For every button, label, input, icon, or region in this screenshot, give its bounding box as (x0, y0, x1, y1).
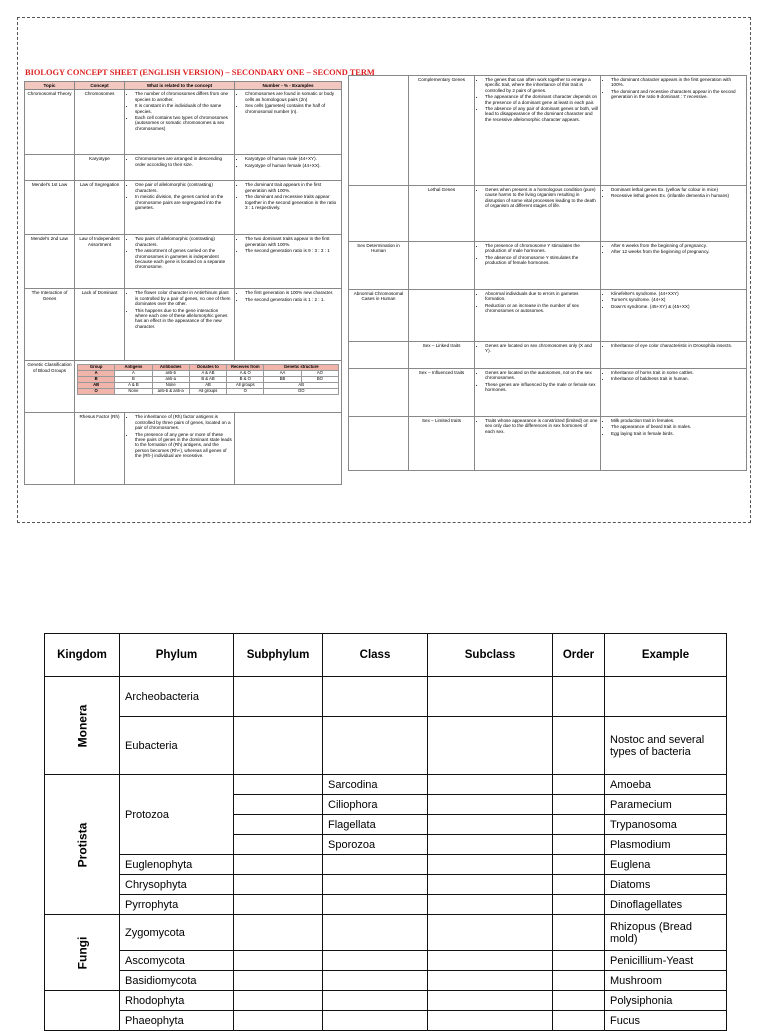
class-cell (323, 855, 428, 875)
table-row (25, 181, 342, 235)
table-row (45, 677, 727, 717)
class-cell: Sarcodina (323, 775, 428, 795)
list-item: • Each cell contains two types of chromosomes (autosomes or somatic chromosomes & sex chromosomes) (135, 115, 232, 131)
list-item: • The appearance of the dominant character depends on the presence of a dominant gene at least in each pair. (485, 94, 598, 105)
list-item: • Egg laying trait in female birds. (611, 431, 744, 436)
blood-header: Receives from (227, 365, 264, 371)
list-item: • This happens due to the gene interaction where each one of these allelomorphic genes has an effect in the appearance of the new character. (135, 308, 232, 330)
table-row (349, 342, 747, 369)
table-row (45, 895, 727, 915)
topic-cell: Sex Determination in Human (349, 242, 409, 290)
header-class: Class (323, 634, 428, 677)
phylum-cell: Rhodophyta (120, 991, 234, 1011)
blood-groups-table (77, 364, 339, 395)
subclass-cell (428, 951, 553, 971)
examples-cell (235, 289, 342, 361)
topic-cell (349, 369, 409, 417)
blood-cell: anti-b & anti-a (152, 389, 189, 395)
order-cell (553, 775, 605, 795)
topic-cell: Genetic Classification of Blood Groups (25, 361, 75, 413)
table-row (45, 875, 727, 895)
topic-cell: Mendel's 2nd Law (25, 235, 75, 289)
list-item: • Klinefelter's syndrome. (44+XXY) (611, 291, 744, 296)
table-row (25, 413, 342, 485)
blood-cell: B (78, 377, 115, 383)
table-row (349, 242, 747, 290)
table-row (349, 290, 747, 342)
header-phylum: Phylum (120, 634, 234, 677)
related-cell (125, 289, 235, 361)
table-row (45, 717, 727, 775)
header-order: Order (553, 634, 605, 677)
list-item: • The absence of any pair of dominant genes or both, will lead to disappearance of the dominant character and the recessive allelomorphic character appears. (485, 106, 598, 122)
related-cell (125, 181, 235, 235)
example-cell: Diatoms (605, 875, 727, 895)
related-cell (475, 290, 601, 342)
example-cell: Dinoflagellates (605, 895, 727, 915)
subphylum-cell (234, 915, 323, 951)
topic-cell (25, 155, 75, 181)
list-item: • The genes that can often work together to emerge a specific trait, where the inheritance of this trait is controlled by 2 pairs of genes. (485, 77, 598, 93)
blood-header: Group (78, 365, 115, 371)
table-row (25, 289, 342, 361)
class-cell (323, 951, 428, 971)
topic-cell: The Interaction of Genes (25, 289, 75, 361)
example-cell: Trypanosoma (605, 815, 727, 835)
phylum-cell: Zygomycota (120, 915, 234, 951)
related-cell (125, 155, 235, 181)
concept-cell: Karyotype (75, 155, 125, 181)
table-row (45, 951, 727, 971)
related-cell (125, 413, 235, 485)
header-example: Example (605, 634, 727, 677)
list-item: • Milk production trait in females. (611, 418, 744, 423)
blood-cell: O (227, 389, 264, 395)
class-cell (323, 677, 428, 717)
list-item: • Inheritance of horns trait in some cattles. (611, 370, 744, 375)
order-cell (553, 835, 605, 855)
concept-table-left (24, 81, 342, 485)
list-item: • The dominant trait appears in the first generation with 100%. (245, 182, 339, 193)
blood-cell: anti-b (152, 371, 189, 377)
list-item: • Genes are located on sex chromosomes only (X and Y). (485, 343, 598, 354)
order-cell (553, 677, 605, 717)
subphylum-cell (234, 855, 323, 875)
examples-cell (601, 76, 747, 186)
topic-cell (349, 76, 409, 186)
blood-cell: A & B (115, 383, 152, 389)
subclass-cell (428, 971, 553, 991)
list-item: • The two dominant traits appear in the first generation with 100%. (245, 236, 339, 247)
header-subclass: Subclass (428, 634, 553, 677)
kingdom-fungi: Fungi (75, 936, 89, 969)
concept-cell: Law of Independent Assortment (75, 235, 125, 289)
subphylum-cell (234, 895, 323, 915)
examples-cell (601, 417, 747, 471)
class-cell (323, 991, 428, 1011)
order-cell (553, 991, 605, 1011)
blood-cell: A & O (227, 371, 264, 377)
subclass-cell (428, 1011, 553, 1031)
table-row (349, 369, 747, 417)
order-cell (553, 971, 605, 991)
blood-cell: B (115, 377, 152, 383)
related-cell (125, 235, 235, 289)
order-cell (553, 717, 605, 775)
list-item: • The second generation ratio is 1 : 2 : 1. (245, 297, 339, 302)
blood-cell: AO (301, 371, 338, 377)
list-item: • The assortment of genes carried on the chromosomes in gametes is independent because each gene is located on a separate chromosome. (135, 248, 232, 270)
list-item: • Inheritance of eye color characteristic in Drosophila insects. (611, 343, 744, 348)
related-cell (475, 369, 601, 417)
table-row (45, 855, 727, 875)
related-cell (475, 186, 601, 242)
kingdom-cell (45, 775, 120, 915)
concept-cell: Sex – Linked traits (409, 342, 475, 369)
examples-cell (235, 90, 342, 155)
subphylum-cell (234, 835, 323, 855)
table-row (25, 235, 342, 289)
order-cell (553, 951, 605, 971)
class-cell: Flagellata (323, 815, 428, 835)
phylum-cell: Pyrrophyta (120, 895, 234, 915)
subclass-cell (428, 717, 553, 775)
topic-cell: Chromosomal Theory (25, 90, 75, 155)
list-item: • Karyotype of human male (44+XY). (245, 156, 339, 161)
concept-cell: Lack of Dominant (75, 289, 125, 361)
list-item: • Reduction or an increase in the number of sex chromosomes or autosomes. (485, 303, 598, 314)
list-item: • The dominant and recessive traits appear together in the second generation in the ratio 3 : 1 respectively. (245, 194, 339, 210)
order-cell (553, 895, 605, 915)
related-cell (475, 417, 601, 471)
class-cell (323, 875, 428, 895)
examples-cell (601, 186, 747, 242)
blood-cell: AB (264, 383, 339, 389)
phylum-cell: Phaeophyta (120, 1011, 234, 1031)
list-item: • It is constant in the individuals of the same species. (135, 103, 232, 114)
blood-cell: AB (78, 383, 115, 389)
list-item: • Chromosomes are found in somatic or body cells as homologous pairs (2n) (245, 91, 339, 102)
list-item: • The inheritance of (Rh) factor antigens is controlled by three pairs of genes, located on a pair of chromosomes. (135, 414, 232, 430)
subclass-cell (428, 835, 553, 855)
list-item: • In meiotic division, the genes carried on the chromosome pairs are segregated into the gametes. (135, 194, 232, 210)
blood-cell: AA (264, 371, 301, 377)
blood-header: Antigens (115, 365, 152, 371)
blood-cell: B & AB (189, 377, 226, 383)
blood-header: Antibodies (152, 365, 189, 371)
kingdom-monera: Monera (75, 704, 89, 747)
example-cell: Penicillium-Yeast (605, 951, 727, 971)
subphylum-cell (234, 1011, 323, 1031)
topic-cell (349, 342, 409, 369)
phylum-cell: Basidiomycota (120, 971, 234, 991)
kingdom-protista: Protista (75, 822, 89, 867)
order-cell (553, 855, 605, 875)
header-kingdom: Kingdom (45, 634, 120, 677)
blood-header: Genetic structure (264, 365, 339, 371)
list-item: • The presence of chromosome Y stimulates the production of male hormones. (485, 243, 598, 254)
class-cell (323, 971, 428, 991)
list-item: • The first generation is 100% new character. (245, 290, 339, 295)
concept-cell: Law of Segregation (75, 181, 125, 235)
concept-cell (409, 290, 475, 342)
table-row (45, 1011, 727, 1031)
concept-cell: Sex – Influenced traits (409, 369, 475, 417)
table-row (45, 991, 727, 1011)
list-item: • The number of chromosomes differs from one species to another. (135, 91, 232, 102)
class-cell: Ciliophora (323, 795, 428, 815)
subclass-cell (428, 855, 553, 875)
topic-cell: Mendel's 1st Law (25, 181, 75, 235)
header-examples: Number - % - Examples (235, 82, 342, 90)
list-item: • Karyotype of human female (44+XX). (245, 163, 339, 168)
list-item: • Genes when present in a homologous condition (pure) cause harms to the living organism resulting in disruption of some vital processes leading to the death of organism at different stages of life. (485, 187, 598, 209)
kingdom-cell (45, 677, 120, 775)
kingdom-cell (45, 915, 120, 991)
subphylum-cell (234, 951, 323, 971)
example-cell: Nostoc and several types of bacteria (605, 717, 727, 775)
subclass-cell (428, 815, 553, 835)
example-cell: Paramecium (605, 795, 727, 815)
subphylum-cell (234, 775, 323, 795)
blood-header: Donates to (189, 365, 226, 371)
blood-groups-cell (75, 361, 342, 413)
phylum-cell: Euglenophyta (120, 855, 234, 875)
concept-cell (409, 242, 475, 290)
list-item: • The dominant character appears in the first generation with 100%. (611, 77, 744, 88)
subphylum-cell (234, 971, 323, 991)
class-cell (323, 717, 428, 775)
phylum-cell: Protozoa (120, 775, 234, 855)
examples-cell (601, 342, 747, 369)
examples-cell (235, 181, 342, 235)
list-item: • Turner's syndrome. (44+X) (611, 297, 744, 302)
phylum-cell: Chrysophyta (120, 875, 234, 895)
concept-cell: Chromosomes (75, 90, 125, 155)
list-item: • Two pairs of allelomorphic (contrasting) characters. (135, 236, 232, 247)
related-cell (475, 76, 601, 186)
blood-cell: BB (264, 377, 301, 383)
table-row (45, 775, 727, 795)
related-cell (475, 242, 601, 290)
phylum-cell: Ascomycota (120, 951, 234, 971)
blood-cell: BO (301, 377, 338, 383)
concept-cell: Rhesus Factor (Rh) (75, 413, 125, 485)
subclass-cell (428, 915, 553, 951)
table-row (45, 915, 727, 951)
list-item: • Dominant lethal genes Ex. (yellow fur colour in mice) (611, 187, 744, 192)
examples-cell (601, 290, 747, 342)
header-row (45, 634, 727, 677)
subphylum-cell (234, 815, 323, 835)
blood-cell: A & AB (189, 371, 226, 377)
table-row (45, 971, 727, 991)
subclass-cell (428, 875, 553, 895)
concept-cell: Lethal Genes (409, 186, 475, 242)
phylum-cell: Eubacteria (120, 717, 234, 775)
table-row (349, 417, 747, 471)
list-item: • Inheritance of baldness trait in human. (611, 376, 744, 381)
header-related: What is related to the concept (125, 82, 235, 90)
example-cell: Amoeba (605, 775, 727, 795)
classification-table (44, 633, 727, 1031)
order-cell (553, 915, 605, 951)
order-cell (553, 875, 605, 895)
list-item: • One pair of allelomorphic (contrasting) characters. (135, 182, 232, 193)
examples-cell (235, 413, 342, 485)
blood-cell: anti-a (152, 377, 189, 383)
blood-cell: A (115, 371, 152, 377)
blood-cell: OO (264, 389, 339, 395)
topic-cell (25, 413, 75, 485)
table-row (25, 90, 342, 155)
header-topic: Topic (25, 82, 75, 90)
list-item: • These genes are influenced by the male or female sex hormones. (485, 382, 598, 393)
table-row (349, 186, 747, 242)
subclass-cell (428, 775, 553, 795)
list-item: • The presence of any gene or more of these three pairs of genes in the dominant state leads to the formation of (Rh) antigens, and the person becomes (Rh+), whereas all genes of the (Rh-) individual are recessive. (135, 432, 232, 459)
example-cell: Polysiphonia (605, 991, 727, 1011)
list-item: • Genes are located on the autosomes, not on the sex chromosomes. (485, 370, 598, 381)
list-item: • The second generation ratio is 9 : 3 : 3 : 1 (245, 248, 339, 253)
concept-table-right (348, 75, 747, 471)
examples-cell (601, 242, 747, 290)
header-concept: Concept (75, 82, 125, 90)
header-subphylum: Subphylum (234, 634, 323, 677)
order-cell (553, 1011, 605, 1031)
list-item: • The dominant and recessive characters appear in the second generation in the ratio 9 dominant : 7 recessive. (611, 89, 744, 100)
subclass-cell (428, 795, 553, 815)
example-cell: Rhizopus (Bread mold) (605, 915, 727, 951)
concept-sheet (17, 17, 751, 523)
blood-cell: B & O (227, 377, 264, 383)
class-cell (323, 895, 428, 915)
list-item: • The appearance of beard trait in males. (611, 424, 744, 429)
table-row (349, 76, 747, 186)
blood-cell: AB (189, 383, 226, 389)
topic-cell (349, 417, 409, 471)
kingdom-cell (45, 991, 120, 1031)
list-item: • The flower color character in Antirrhinum plant is controlled by a pair of genes, no one of them dominates over the other. (135, 290, 232, 306)
list-item: • Recessive lethal genes Ex. (infantile dementia in humans) (611, 193, 744, 198)
list-item: • Sex cells (gametes) contains the half of chromosomal number (n). (245, 103, 339, 114)
example-cell: Plasmodium (605, 835, 727, 855)
subclass-cell (428, 991, 553, 1011)
examples-cell (235, 235, 342, 289)
example-cell: Euglena (605, 855, 727, 875)
related-cell (125, 90, 235, 155)
examples-cell (235, 155, 342, 181)
topic-cell (349, 186, 409, 242)
list-item: • Abnormal individuals due to errors in gametes formation. (485, 291, 598, 302)
example-cell (605, 677, 727, 717)
related-cell (475, 342, 601, 369)
blood-cell: A (78, 371, 115, 377)
subclass-cell (428, 677, 553, 717)
list-item: • After 12 weeks from the beginning of pregnancy. (611, 249, 744, 254)
class-cell (323, 915, 428, 951)
subphylum-cell (234, 795, 323, 815)
order-cell (553, 815, 605, 835)
list-item: • Chromosomes are arranged in descending order according to their size. (135, 156, 232, 167)
concept-cell: Complementary Genes (409, 76, 475, 186)
blood-cell: O (78, 389, 115, 395)
list-item: • After 6 weeks from the beginning of pregnancy. (611, 243, 744, 248)
examples-cell (601, 369, 747, 417)
subclass-cell (428, 895, 553, 915)
subphylum-cell (234, 875, 323, 895)
example-cell: Mushroom (605, 971, 727, 991)
sheet-title: BIOLOGY CONCEPT SHEET (ENGLISH VERSION) – SECONDARY ONE – SECOND TERM (25, 68, 375, 77)
blood-cell: None (152, 383, 189, 389)
blood-cell: All groups (189, 389, 226, 395)
subphylum-cell (234, 991, 323, 1011)
topic-cell: Abnormal Chromosomal Cases in Human (349, 290, 409, 342)
list-item: • The absence of chromosome Y stimulates the production of female hormones. (485, 255, 598, 266)
subphylum-cell (234, 677, 323, 717)
concept-cell: Sex – Limited traits (409, 417, 475, 471)
list-item: • Traits whose appearance is constricted (limited) on one sex only due to the differences in sex hormones of each sex. (485, 418, 598, 434)
blood-cell: None (115, 389, 152, 395)
class-cell: Sporozoa (323, 835, 428, 855)
class-cell (323, 1011, 428, 1031)
blood-row (78, 389, 339, 395)
blood-cell: All groups (227, 383, 264, 389)
example-cell: Fucus (605, 1011, 727, 1031)
table-row (25, 155, 342, 181)
order-cell (553, 795, 605, 815)
table-row (25, 361, 342, 413)
phylum-cell: Archeobacteria (120, 677, 234, 717)
list-item: • Down's syndrome. (45+XY) & (45+XX) (611, 304, 744, 309)
subphylum-cell (234, 717, 323, 775)
